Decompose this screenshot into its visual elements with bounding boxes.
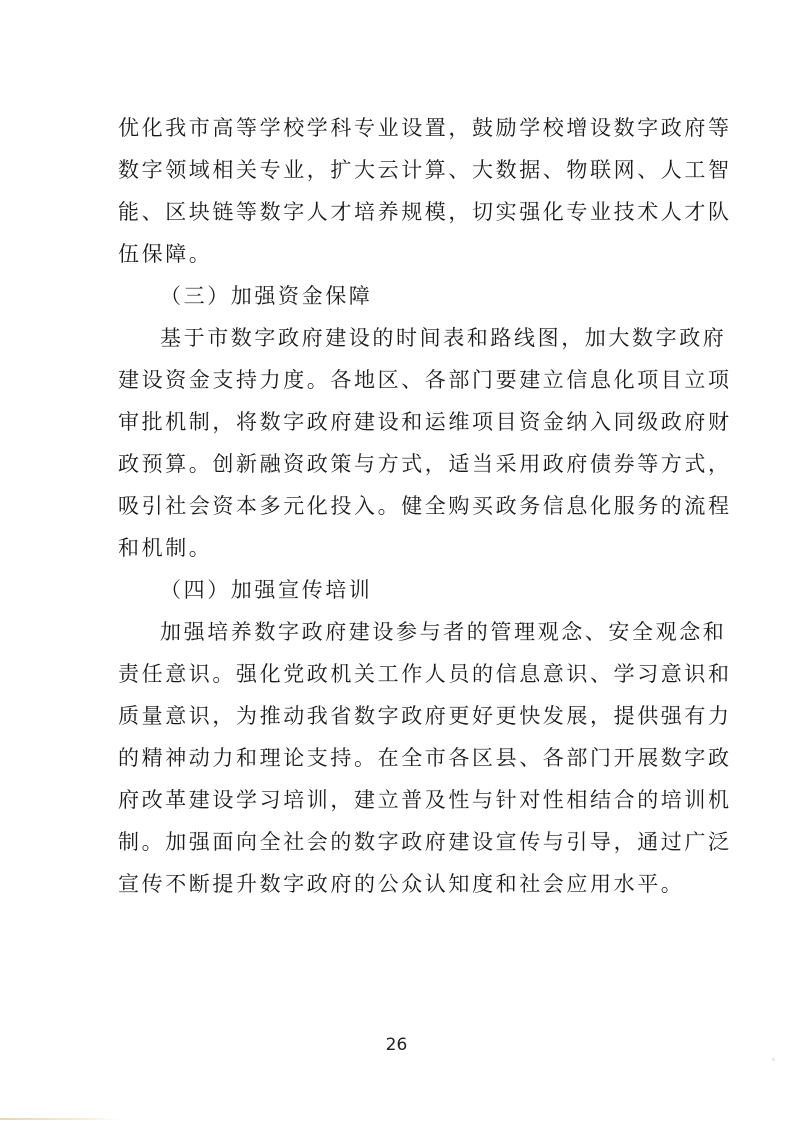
paragraph-line: 质量意识，为推动我省数字政府更好更快发展，提供强有力 <box>118 704 732 728</box>
paragraph-line: 能、区块链等数字人才培养规模，切实强化专业技术人才队 <box>118 200 732 224</box>
section-heading: （四）加强宣传培训 <box>160 578 373 602</box>
paragraph-line: 制。加强面向全社会的数字政府建设宣传与引导，通过广泛 <box>118 830 732 854</box>
scan-speck <box>772 1058 775 1061</box>
scan-edge-mark <box>0 1118 120 1120</box>
paragraph-line: 基于市数字政府建设的时间表和路线图，加大数字政府 <box>160 326 727 350</box>
paragraph-line: 府改革建设学习培训，建立普及性与针对性相结合的培训机 <box>118 788 732 812</box>
page-number: 26 <box>385 1035 408 1055</box>
paragraph-line: 优化我市高等学校学科专业设置，鼓励学校增设数字政府等 <box>118 116 732 140</box>
paragraph-line: 加强培养数字政府建设参与者的管理观念、安全观念和 <box>160 620 727 644</box>
paragraph-line: 数字领域相关专业，扩大云计算、大数据、物联网、人工智 <box>118 158 732 182</box>
paragraph-line: 宣传不断提升数字政府的公众认知度和社会应用水平。 <box>118 872 685 896</box>
paragraph-line: 和机制。 <box>118 536 213 560</box>
paragraph-line: 建设资金支持力度。各地区、各部门要建立信息化项目立项 <box>118 368 732 392</box>
paragraph-line: 审批机制，将数字政府建设和运维项目资金纳入同级政府财 <box>118 410 732 434</box>
paragraph-line: 的精神动力和理论支持。在全市各区县、各部门开展数字政 <box>118 746 732 770</box>
paragraph-line: 责任意识。强化党政机关工作人员的信息意识、学习意识和 <box>118 662 732 686</box>
paragraph-line: 吸引社会资本多元化投入。健全购买政务信息化服务的流程 <box>118 494 732 518</box>
paragraph-line: 伍保障。 <box>118 242 213 266</box>
section-heading: （三）加强资金保障 <box>160 284 373 308</box>
paragraph-line: 政预算。创新融资政策与方式，适当采用政府债券等方式， <box>118 452 732 476</box>
